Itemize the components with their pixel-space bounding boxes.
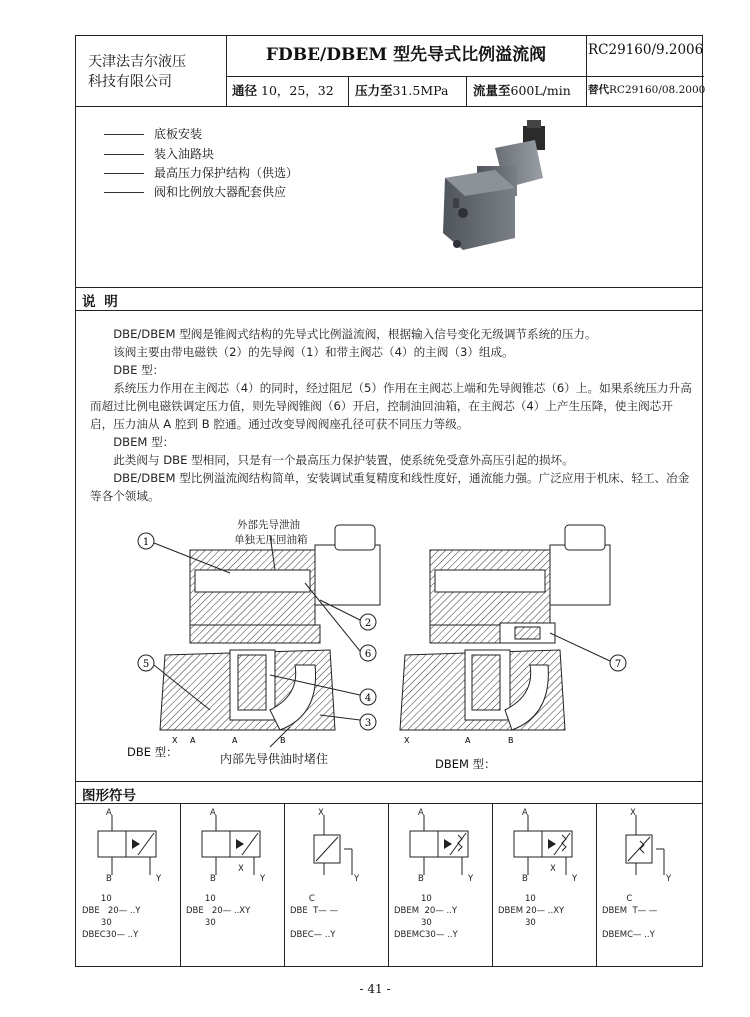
spec-pressure-value: 31.5MPa	[392, 83, 449, 98]
port-a-right: A	[465, 736, 471, 745]
feature-item: 最高压力保护结构（供选）	[104, 165, 298, 181]
hydraulic-symbol	[76, 805, 180, 895]
port-b-left: B	[280, 736, 286, 745]
spec-size	[232, 81, 334, 99]
port-label-y: Y	[666, 874, 672, 884]
symbol-cell	[284, 805, 388, 955]
desc-p5: DBEM 型：	[113, 435, 175, 449]
port-label-x: X	[318, 808, 324, 818]
company-line-2: 科技有限公司	[88, 74, 172, 90]
hydraulic-symbol	[284, 805, 388, 895]
spec-size-value: 10，25，32	[261, 83, 334, 98]
diagram-bottom-rule	[76, 781, 702, 782]
port-label-b: B	[522, 874, 528, 884]
symbol-cell	[180, 805, 284, 955]
note-external-drain-1: 外部先导泄油	[237, 519, 300, 531]
port-label-y: Y	[354, 874, 360, 884]
header-vdiv-4	[466, 76, 467, 106]
port-label-b: B	[418, 874, 424, 884]
header-vdiv-3	[348, 76, 349, 106]
dbem-section	[400, 525, 610, 730]
port-label-y: Y	[156, 874, 162, 884]
port-a-left: A	[190, 736, 196, 745]
model-code: 10 DBE 20— ..Y 30 DBEC30— ..Y	[82, 894, 141, 940]
desc-title-rule	[76, 310, 702, 311]
hydraulic-symbol	[492, 805, 596, 895]
replace-label: 替代	[588, 84, 609, 96]
port-x-right: X	[404, 736, 410, 745]
port-label-a: A	[106, 808, 112, 818]
feature-item: 装入油路块	[104, 146, 214, 162]
port-label-y: Y	[468, 874, 474, 884]
note-external-drain-2: 单独无压回油箱	[234, 534, 308, 546]
port-a-left-2: A	[232, 736, 238, 745]
description-text	[90, 325, 695, 505]
callout-3: 3	[364, 718, 372, 729]
port-label-a: A	[210, 808, 216, 818]
label-dbem-type: DBEM 型：	[435, 757, 496, 771]
header-vdiv-2	[586, 36, 587, 106]
document-code: RC29160/9.2006	[588, 42, 704, 58]
desc-p7: DBE/DBEM 型比例溢流阀结构简单，安装调试重复精度和线性度好，通流能力强。广泛应用于机床、轻工、冶金等各个领域。	[90, 471, 690, 503]
spec-pressure-label: 压力至	[355, 83, 393, 98]
valve-product-image	[435, 118, 545, 276]
hydraulic-symbol	[180, 805, 284, 895]
replace-info	[588, 82, 705, 97]
desc-p6: 此类阀与 DBE 型相同，只是有一个最高压力保护装置，使系统免受意外高压引起的损坏。	[113, 453, 574, 467]
spec-flow-label: 流量至	[473, 83, 511, 98]
symbol-cell	[388, 805, 492, 955]
port-label-a: A	[522, 808, 528, 818]
port-label-x: X	[630, 808, 636, 818]
symbols-title-rule	[76, 803, 702, 804]
port-label-x: X	[550, 864, 556, 874]
port-labels	[172, 736, 514, 745]
port-label-y: Y	[572, 874, 578, 884]
desc-p2: 该阀主要由带电磁铁（2）的先导阀（1）和带主阀芯（4）的主阀（3）组成。	[113, 345, 514, 359]
header-bottom-rule	[76, 106, 702, 107]
model-code: 10 DBEM 20— ..Y 30 DBEMC30— ..Y	[394, 894, 458, 940]
desc-p3: DBE 型：	[113, 363, 165, 377]
features-bottom-rule	[76, 287, 702, 288]
page-title: FDBE/DBEM 型先导式比例溢流阀	[265, 45, 547, 65]
model-code: 10 DBE 20— ..XY 30	[186, 894, 251, 928]
header-vdiv-1	[226, 36, 227, 106]
desc-p4: 系统压力作用在主阀芯（4）的同时，经过阻尼（5）作用在主阀芯上端和先导阀锥芯（6）上。如果系统压力升高而超过比例电磁铁调定压力值，则先导阀锥阀（6）开启，控制油回油箱，在主阀芯（4）上产生压降，使主阀芯开启，压力油从 A 腔到 B 腔通。通过改变导阀阀座孔径可获不同压力等级。	[90, 381, 692, 431]
replace-value: RC29160/08.2000	[609, 84, 706, 96]
callout-2: 2	[364, 618, 372, 629]
port-label-b: B	[106, 874, 112, 884]
company-name	[88, 52, 186, 92]
hydraulic-symbol	[388, 805, 492, 895]
callout-1: 1	[142, 537, 150, 548]
feature-item: 底板安装	[104, 126, 202, 142]
desc-p1: DBE/DBEM 型阀是锥阀式结构的先导式比例溢流阀，根据输入信号变化无级调节系统的压力。	[113, 327, 597, 341]
model-code: 10 DBEM 20— ..XY 30	[498, 894, 565, 928]
spec-flow	[473, 81, 571, 99]
port-label-y: Y	[260, 874, 266, 884]
page-number: - 41 -	[359, 982, 391, 996]
symbol-cell	[596, 805, 700, 955]
header-divider	[226, 76, 704, 77]
model-code: C DBE T— — DBEC— ..Y	[290, 894, 339, 940]
port-label-b: B	[210, 874, 216, 884]
dbe-section	[160, 525, 380, 730]
spec-pressure	[355, 81, 448, 99]
spec-flow-value: 600L/min	[510, 83, 571, 98]
port-label-a: A	[418, 808, 424, 818]
symbol-cell	[76, 805, 180, 955]
callout-5: 5	[142, 659, 150, 670]
note-internal-supply: 内部先导供油时堵住	[220, 752, 329, 766]
company-line-1: 天津法吉尔液压	[88, 54, 186, 70]
label-dbe-type: DBE 型：	[127, 745, 178, 759]
callout-7: 7	[614, 659, 622, 670]
port-x-left: X	[172, 736, 178, 745]
callout-6: 6	[364, 649, 372, 660]
hydraulic-symbol	[596, 805, 700, 895]
port-label-x: X	[238, 864, 244, 874]
spec-size-label: 通径	[232, 83, 258, 98]
sectional-drawing	[120, 515, 700, 765]
feature-item: 阀和比例放大器配套供应	[104, 184, 286, 200]
symbol-cell	[492, 805, 596, 955]
port-b-right: B	[508, 736, 514, 745]
section-title-symbols: 图形符号	[82, 788, 136, 804]
section-title-description: 说 明	[82, 294, 120, 310]
model-code: C DBEM T— — DBEMC— ..Y	[602, 894, 658, 940]
callout-4: 4	[364, 693, 372, 704]
